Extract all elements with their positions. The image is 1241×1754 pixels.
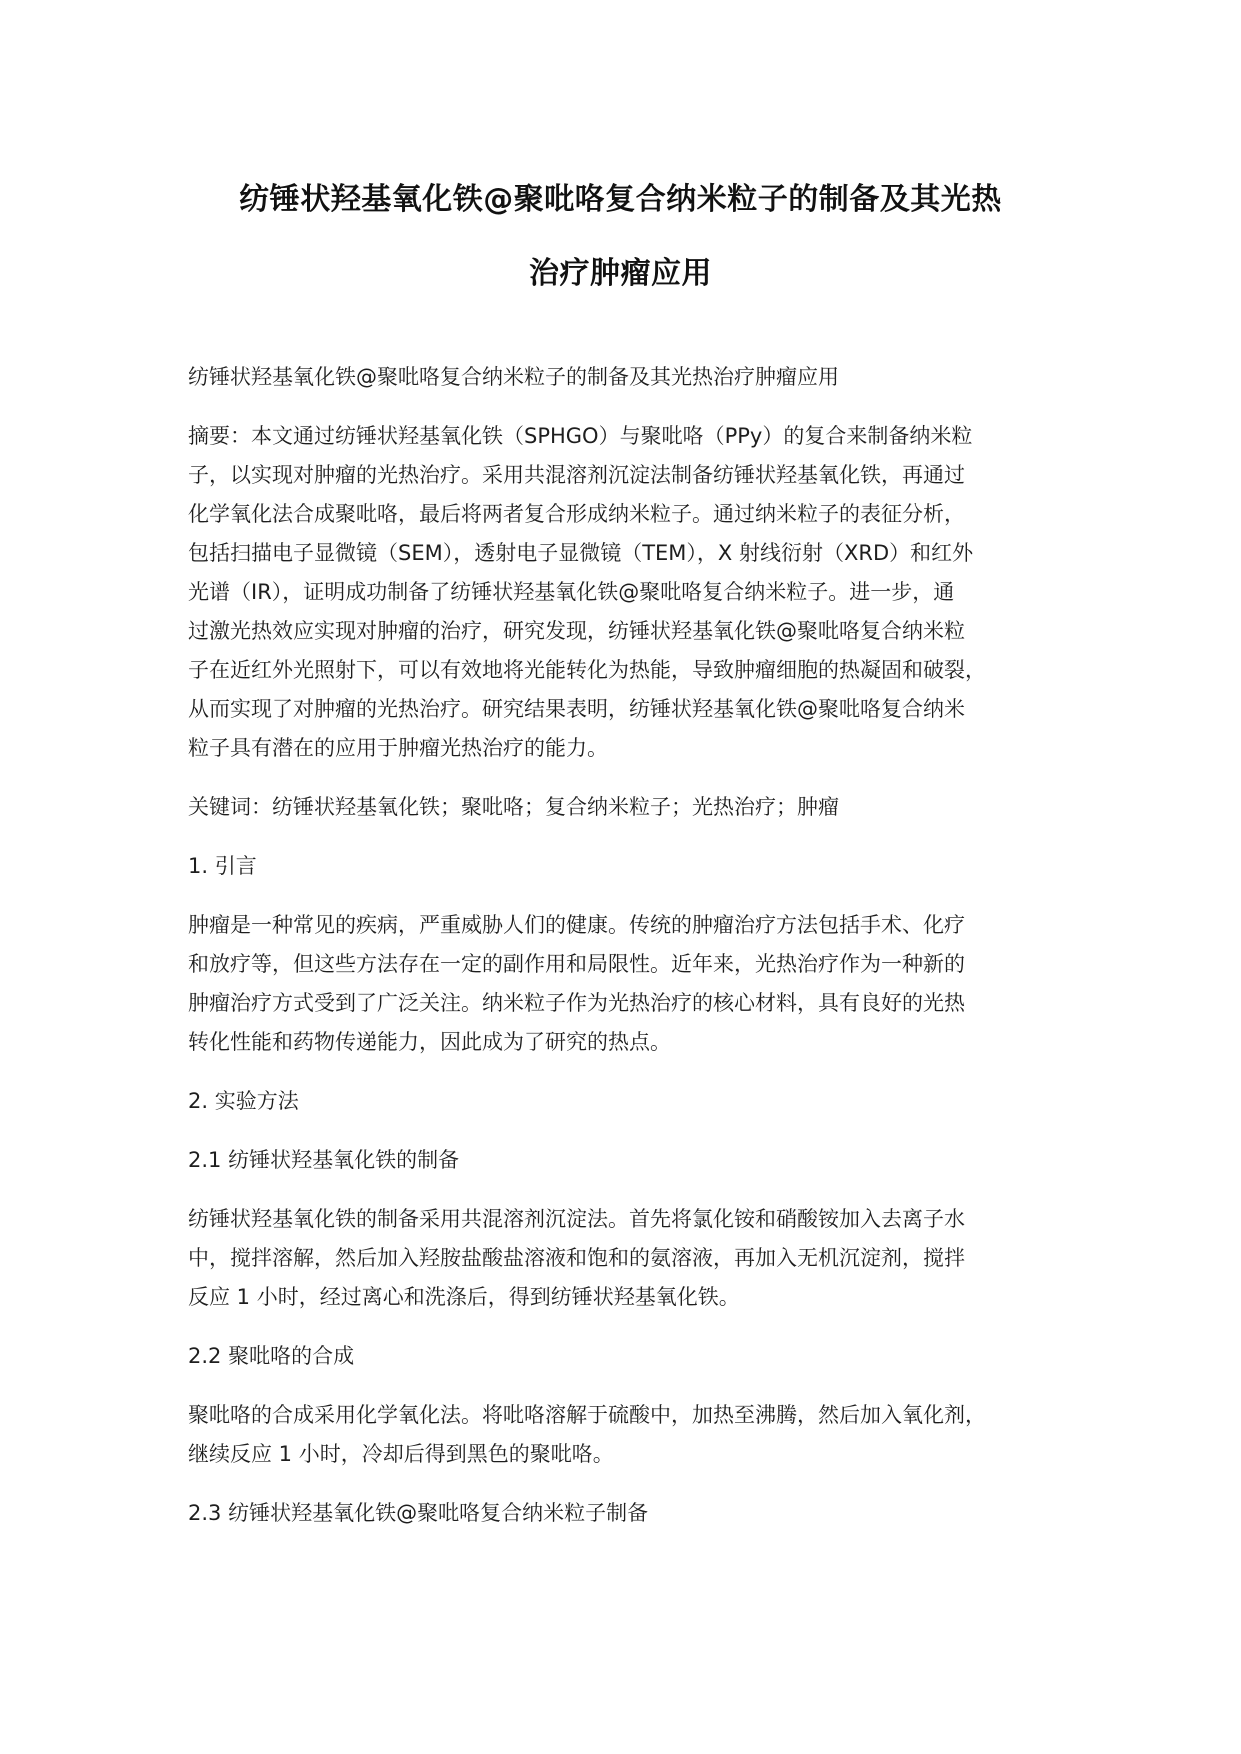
abstract-line: 化学氧化法合成聚吡咯，最后将两者复合形成纳米粒子。通过纳米粒子的表征分析， bbox=[188, 502, 965, 526]
abstract-paragraph bbox=[188, 417, 1088, 768]
keywords: 关键词：纺锤状羟基氧化铁；聚吡咯；复合纳米粒子；光热治疗；肿瘤 bbox=[188, 795, 839, 819]
abstract-line: 摘要：本文通过纺锤状羟基氧化铁（SPHGO）与聚吡咯（PPy）的复合来制备纳米粒 bbox=[188, 424, 973, 448]
abstract-line: 包括扫描电子显微镜（SEM），透射电子显微镜（TEM），X 射线衍射（XRD）和红外 bbox=[188, 541, 974, 565]
document-title-line-1: 纺锤状羟基氧化铁@聚吡咯复合纳米粒子的制备及其光热 bbox=[239, 182, 1002, 217]
abstract-line: 从而实现了对肿瘤的光热治疗。研究结果表明，纺锤状羟基氧化铁@聚吡咯复合纳米 bbox=[188, 697, 965, 721]
paragraph-line: 纺锤状羟基氧化铁的制备采用共混溶剂沉淀法。首先将氯化铵和硝酸铵加入去离子水 bbox=[188, 1207, 965, 1231]
abstract-line: 粒子具有潜在的应用于肿瘤光热治疗的能力。 bbox=[188, 736, 608, 760]
abstract-line: 光谱（IR），证明成功制备了纺锤状羟基氧化铁@聚吡咯复合纳米粒子。进一步，通 bbox=[188, 580, 955, 604]
paragraph-line: 转化性能和药物传递能力，因此成为了研究的热点。 bbox=[188, 1030, 671, 1054]
abstract-line: 过激光热效应实现对肿瘤的治疗，研究发现，纺锤状羟基氧化铁@聚吡咯复合纳米粒 bbox=[188, 619, 965, 643]
paragraph-line: 聚吡咯的合成采用化学氧化法。将吡咯溶解于硫酸中，加热至沸腾，然后加入氧化剂， bbox=[188, 1403, 986, 1427]
paragraph-line: 继续反应 1 小时，冷却后得到黑色的聚吡咯。 bbox=[188, 1442, 614, 1466]
subsection-heading-2-2: 2.2 聚吡咯的合成 bbox=[188, 1344, 355, 1368]
subsection-heading-2-3: 2.3 纺锤状羟基氧化铁@聚吡咯复合纳米粒子制备 bbox=[188, 1501, 649, 1525]
subtitle: 纺锤状羟基氧化铁@聚吡咯复合纳米粒子的制备及其光热治疗肿瘤应用 bbox=[188, 365, 839, 389]
section-heading-methods: 2. 实验方法 bbox=[188, 1089, 299, 1113]
paragraph-line: 肿瘤治疗方式受到了广泛关注。纳米粒子作为光热治疗的核心材料，具有良好的光热 bbox=[188, 991, 965, 1015]
document-title-line-2: 治疗肿瘤应用 bbox=[529, 256, 712, 291]
paragraph-line: 反应 1 小时，经过离心和洗涤后，得到纺锤状羟基氧化铁。 bbox=[188, 1285, 740, 1309]
subsection-2-1-paragraph bbox=[188, 1200, 1088, 1317]
paragraph-line: 肿瘤是一种常见的疾病，严重威胁人们的健康。传统的肿瘤治疗方法包括手术、化疗 bbox=[188, 913, 965, 937]
paragraph-line: 中，搅拌溶解，然后加入羟胺盐酸盐溶液和饱和的氨溶液，再加入无机沉淀剂，搅拌 bbox=[188, 1246, 965, 1270]
document-body bbox=[188, 358, 1088, 1553]
introduction-paragraph bbox=[188, 906, 1088, 1062]
subsection-heading-2-1: 2.1 纺锤状羟基氧化铁的制备 bbox=[188, 1148, 460, 1172]
section-heading-introduction: 1. 引言 bbox=[188, 854, 257, 878]
paragraph-line: 和放疗等，但这些方法存在一定的副作用和局限性。近年来，光热治疗作为一种新的 bbox=[188, 952, 965, 976]
abstract-line: 子在近红外光照射下，可以有效地将光能转化为热能，导致肿瘤细胞的热凝固和破裂， bbox=[188, 658, 986, 682]
abstract-line: 子，以实现对肿瘤的光热治疗。采用共混溶剂沉淀法制备纺锤状羟基氧化铁，再通过 bbox=[188, 463, 965, 487]
subsection-2-2-paragraph bbox=[188, 1396, 1088, 1474]
